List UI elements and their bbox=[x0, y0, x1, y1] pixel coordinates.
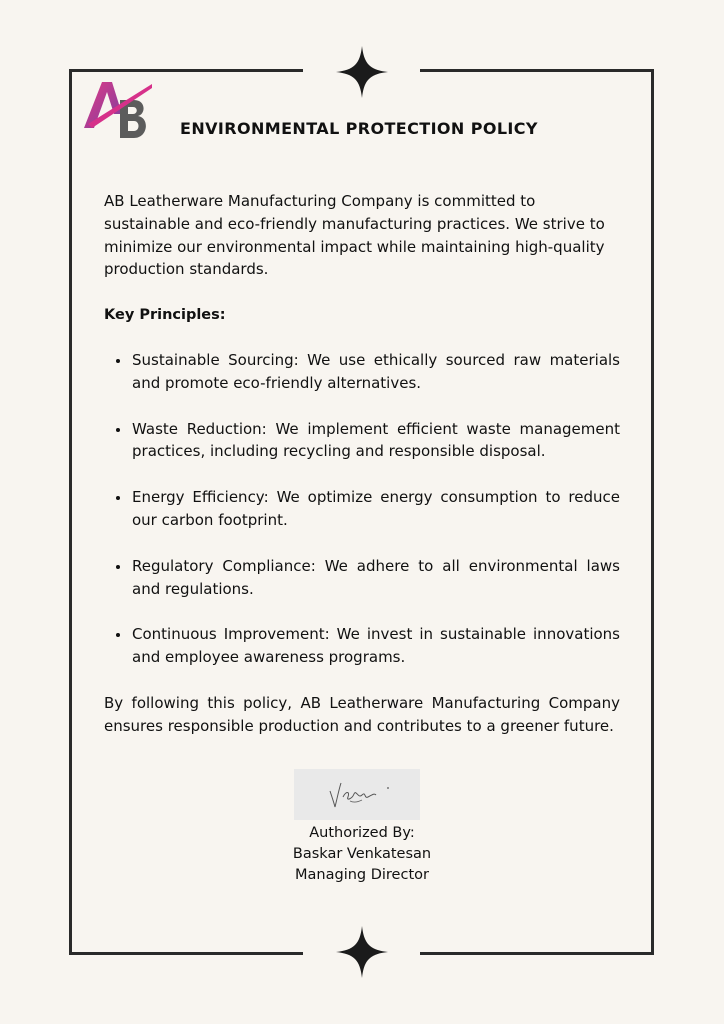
principle-item-improvement: Continuous Improvement: We invest in sustainable innovations and employee awareness programs. bbox=[132, 623, 620, 669]
principles-list bbox=[104, 349, 620, 669]
signatory-name: Baskar Venkatesan bbox=[292, 846, 432, 862]
principles-heading: Key Principles: bbox=[104, 307, 226, 324]
signature-image bbox=[294, 769, 420, 820]
top-star-icon bbox=[336, 46, 388, 98]
frame-bottom-right-line bbox=[420, 952, 654, 955]
closing-paragraph: By following this policy, AB Leatherware Manufacturing Company ensures responsible production and contributes to a greener future. bbox=[104, 693, 620, 735]
principle-item-sourcing: Sustainable Sourcing: We use ethically sourced raw materials and promote eco-friendly alternatives. bbox=[132, 349, 620, 395]
frame-right-line bbox=[651, 69, 654, 955]
authorization-block bbox=[262, 823, 462, 886]
frame-bottom-left-line bbox=[70, 952, 303, 955]
policy-content bbox=[104, 190, 620, 738]
intro-paragraph: AB Leatherware Manufacturing Company is committed to sustainable and eco-friendly manufacturing practices. We strive to minimize our environmental impact while maintaining high-quality production standards. bbox=[104, 192, 605, 279]
principle-item-compliance: Regulatory Compliance: We adhere to all environmental laws and regulations. bbox=[132, 555, 620, 601]
frame-top-right-line bbox=[420, 69, 654, 72]
page-title: ENVIRONMENTAL PROTECTION POLICY bbox=[180, 119, 538, 138]
principle-item-waste: Waste Reduction: We implement efficient waste management practices, including recycling and responsible disposal. bbox=[132, 418, 620, 464]
principle-item-energy: Energy Efficiency: We optimize energy consumption to reduce our carbon footprint. bbox=[132, 486, 620, 532]
frame-left-line bbox=[69, 69, 72, 955]
bottom-star-icon bbox=[336, 926, 388, 978]
ab-logo bbox=[82, 78, 156, 142]
signatory-role: Managing Director bbox=[295, 867, 429, 883]
frame-top-left-line bbox=[70, 69, 303, 72]
authorized-by-label: Authorized By: bbox=[309, 825, 415, 841]
